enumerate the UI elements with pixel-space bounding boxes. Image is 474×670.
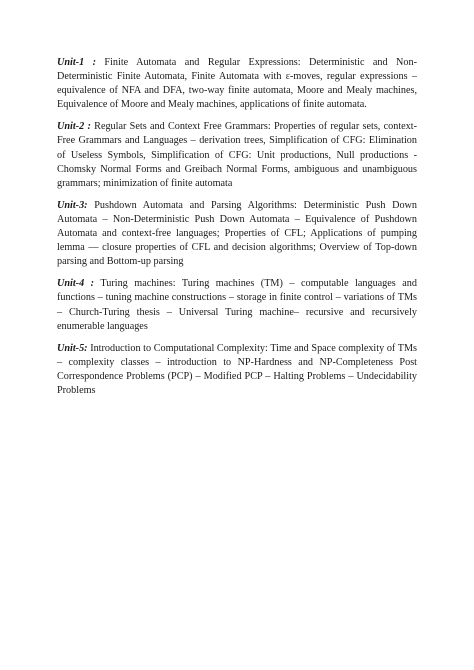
unit-3-paragraph	[57, 199, 417, 269]
unit-2-label: Unit-2 :	[57, 121, 91, 133]
unit-1-paragraph	[57, 56, 417, 112]
unit-5-text: Introduction to Computational Complexity: Time and Space complexity of TMs – complexity classes – introduction to NP-Hardness and NP-Completeness Post Correspondence Problems (PCP) – Modified PCP – Halting Problems – Undecidability Problems	[57, 342, 417, 396]
unit-3-label: Unit-3:	[57, 199, 88, 211]
unit-4-paragraph	[57, 277, 417, 333]
unit-5-paragraph	[57, 342, 417, 398]
unit-5-label: Unit-5:	[57, 342, 88, 354]
unit-1-text: Finite Automata and Regular Expressions: Deterministic and Non-Deterministic Finite Automata, Finite Automata with ε-moves, regular expressions – equivalence of NFA and DFA, two-way finite automata, Moore and Mealy machines, Equivalence of Moore and Mealy machines, applications of finite automata.	[57, 57, 417, 111]
unit-2-text: Regular Sets and Context Free Grammars: Properties of regular sets, context-Free Grammars and Languages – derivation trees, Simplification of CFG: Elimination of Useless Symbols, Simplification of CFG: Unit productions, Null productions - Chomsky Normal Forms and Greibach Normal Forms, ambiguous and unambiguous grammars; minimization of finite automata	[57, 121, 418, 189]
unit-1-label: Unit-1 :	[57, 57, 96, 68]
unit-2-paragraph	[57, 120, 417, 190]
unit-4-label: Unit-4 :	[57, 278, 95, 290]
unit-4-text: Turing machines: Turing machines (TM) – computable languages and functions – tuning machine constructions – storage in finite control – variations of TMs – Church-Turing thesis – Universal Turing machine– recursive and recursively enumerable languages	[57, 278, 417, 332]
unit-3-text: Pushdown Automata and Parsing Algorithms: Deterministic Push Down Automata – Non-Deterministic Push Down Automata – Equivalence of Pushdown Automata and context-free languages; Properties of CFL; Applications of pumping lemma — closure properties of CFL and decision algorithms; Overview of Top-down parsing and Bottom-up parsing	[57, 199, 417, 268]
syllabus-content	[57, 56, 417, 406]
